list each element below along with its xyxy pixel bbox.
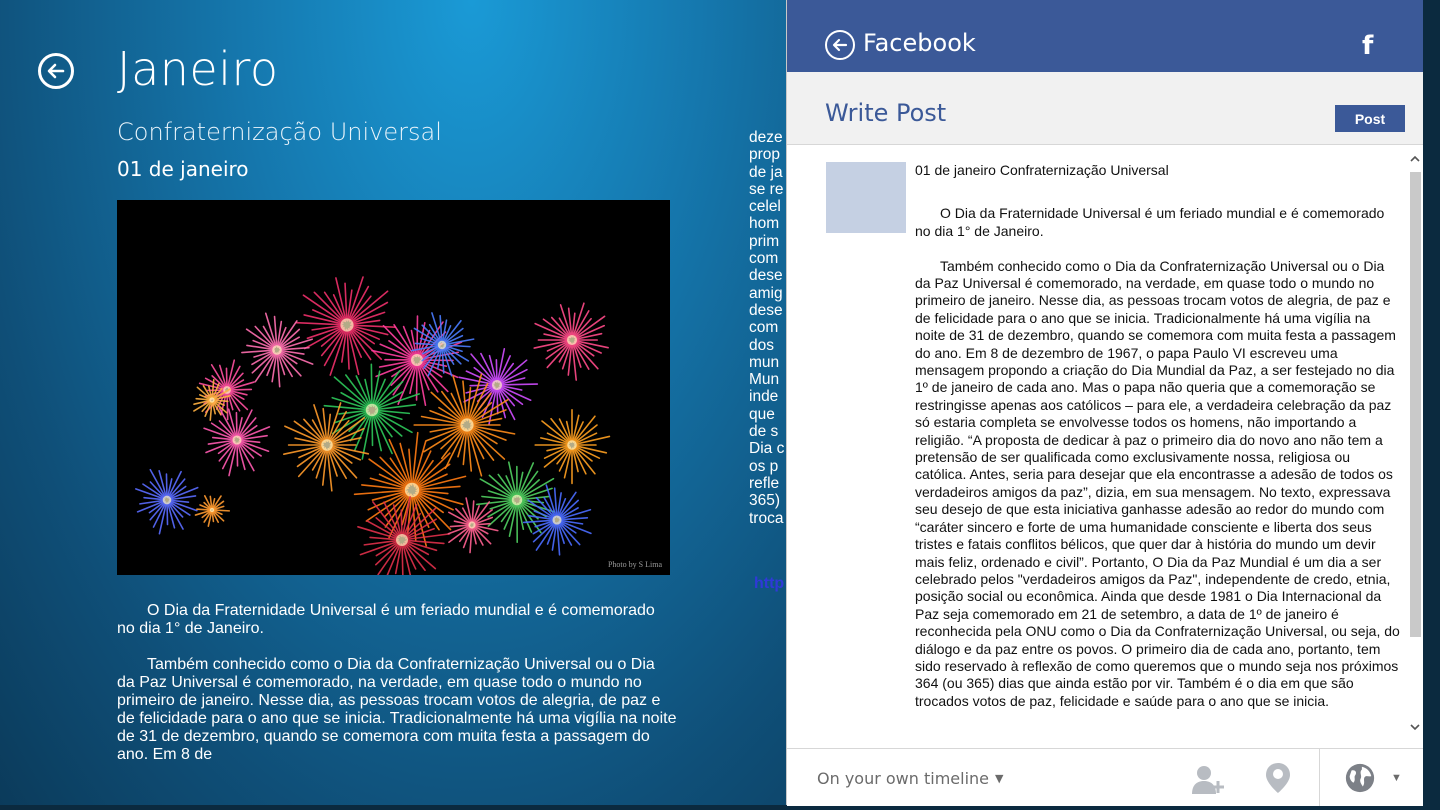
chevron-down-icon: ▼ <box>1391 772 1402 784</box>
clipped-text-line: troca <box>749 509 784 527</box>
back-arrow-icon <box>45 60 67 82</box>
post-paragraph: Também conhecido como o Dia da Confraternização Universal ou o Dia da Paz Universal é comemorado, na verdade, em quase todo o mundo no primeiro de janeiro. Nesse dia, as pessoas trocam votos de alegria, de paz e de felicidade para o ano que se inicia. Tradicionalmente há uma vigília na noite de 31 de dezembro, quando se comemora com muita festa a passagem do ano. Em 8 de dezembro de 1967, o papa Paulo VI escreveu uma mensagem propondo a criação do Dia Mundial da Paz, a ser festejado no dia 1º de janeiro de cada ano. Mas o papa não queria que a comemoração se restringisse apenas aos católicos – para ele, a verdadeira celebração da paz só estaria completa se envolvesse todos os homens, não importando a religião. “A proposta de dedicar à paz o primeiro dia do novo ano não tem a pretensão de ser qualificada como exclusivamente nossa, religiosa ou católica. Antes, seria para desejar que ela encontrasse a adesão de todos os verdadeiros amigos da paz”, dizia, em sua mensagem. No texto, expressava seu desejo de que esta iniciativa ganhasse adesão ao redor do mundo com “caráter sincero e forte de uma humanidade consciente e liberta dos seus tristes e fatais conflitos bélicos, que quer dar à história do mundo um devir mais feliz, ordenado e civil”. Portanto, O Dia da Paz Mundial é um dia a ser celebrado pelos "verdadeiros amigos da Paz", independente de credo, etnia, posição social ou econômica. Ainda que desde 1981 o Dia Internacional da Paz seja comemorado em 21 de setembro, a data de 1º de janeiro é reconhecida pela ONU como o Dia da Confraternização Universal, ou seja, do diálogo e da paz entre os povos. O primeiro dia de cada ano, portanto, tem sido reservado à reflexão de como queremos que o mundo seja nos próximos 364 (ou 365) dias que ainda estão por vir. Também é o dia em que são trocados votos de paz, felicidade e saúde para o ano que se inicia. <box>915 257 1400 709</box>
clipped-text-line: dese <box>749 301 783 319</box>
firework-burst <box>524 485 591 555</box>
tag-friends-button[interactable] <box>1191 763 1225 800</box>
clipped-link[interactable]: http <box>754 575 785 592</box>
fb-back-button[interactable] <box>825 30 855 60</box>
fb-header <box>787 0 1423 72</box>
privacy-selector[interactable] <box>1343 762 1402 794</box>
clipped-text-line: dese <box>749 267 783 285</box>
clipped-text-line: prim <box>749 232 780 250</box>
fb-subheader <box>787 72 1423 145</box>
firework-burst <box>296 277 395 375</box>
clipped-text-line: inde <box>749 388 779 406</box>
fireworks-image <box>117 200 670 575</box>
clipped-text-line: dos <box>749 336 774 354</box>
clipped-text-line: de s <box>749 423 779 441</box>
clipped-text-line: hom <box>749 215 780 233</box>
firework-burst <box>448 498 497 552</box>
clipped-text-line: celel <box>749 198 781 216</box>
clipped-text-line: mun <box>749 353 780 371</box>
post-paragraph: O Dia da Fraternidade Universal é um feriado mundial e é comemorado no dia 1° de Janeiro. <box>915 205 1385 239</box>
clipped-text-line: amig <box>749 284 783 302</box>
clipped-text-line: refle <box>749 474 780 492</box>
avatar <box>826 162 906 233</box>
audience-selector[interactable] <box>817 769 1003 788</box>
photo-credit: Photo by S Lima <box>607 560 662 569</box>
firework-burst <box>204 408 269 476</box>
firework-burst <box>195 496 229 526</box>
firework-burst <box>242 313 313 386</box>
clipped-text-line: Mun <box>749 371 780 389</box>
fireworks-graphic <box>117 200 670 575</box>
clipped-text-line: deze <box>749 129 783 146</box>
fb-title: Facebook <box>863 29 976 57</box>
write-post-heading: Write Post <box>825 99 947 127</box>
firework-burst <box>535 410 609 484</box>
fb-footer <box>787 748 1423 806</box>
tag-person-icon <box>1191 763 1225 795</box>
clipped-text-line: se re <box>749 180 784 198</box>
firework-burst <box>534 303 608 380</box>
article-paragraph: Também conhecido como o Dia da Confraternização Universal ou o Dia da Paz Universal é comemorado, na verdade, em quase todo o mundo no primeiro de janeiro. Nesse dia, as pessoas trocam votos de alegria, de paz e de felicidade para o ano que se inicia. Tradicionalmente há uma vigília na noite de 31 de dezembro, quando se comemora com muita festa a passagem do ano. Em 8 de <box>117 656 677 763</box>
scroll-up-arrow-icon[interactable] <box>1407 154 1423 168</box>
facebook-share-panel <box>786 0 1423 805</box>
clipped-text-line: que <box>749 405 775 423</box>
clipped-text-line: prop <box>749 146 781 164</box>
clipped-text-line: com <box>749 250 779 268</box>
location-pin-icon <box>1265 762 1291 794</box>
footer-divider <box>1319 749 1320 806</box>
clipped-text-line: os p <box>749 457 779 475</box>
post-button[interactable]: Post <box>1335 105 1405 132</box>
clipped-text-line: com <box>749 319 779 337</box>
post-heading: 01 de janeiro Confraternização Universal <box>915 162 1169 178</box>
page-date: 01 de janeiro <box>117 157 249 181</box>
post-scrollbar[interactable] <box>1407 150 1423 742</box>
scroll-down-arrow-icon[interactable] <box>1407 722 1423 736</box>
page-subtitle: Confraternização Universal <box>117 118 442 146</box>
page-title: Janeiro <box>117 42 279 96</box>
back-button[interactable] <box>38 53 74 89</box>
post-text-area[interactable] <box>915 162 1403 744</box>
article-body <box>117 602 677 782</box>
article-paragraph: O Dia da Fraternidade Universal é um feriado mundial e é comemorado no dia 1° de Janeiro. <box>117 602 655 637</box>
globe-icon <box>1343 762 1377 794</box>
add-location-button[interactable] <box>1265 762 1291 799</box>
firework-burst <box>136 470 198 534</box>
facebook-logo-icon: f <box>1362 31 1374 61</box>
back-arrow-icon <box>831 36 849 54</box>
clipped-text-column <box>749 129 786 527</box>
clipped-text-line: 365) <box>749 492 781 510</box>
clipped-text-line: Dia c <box>749 440 785 458</box>
chevron-down-icon: ▼ <box>995 772 1004 785</box>
scrollbar-thumb[interactable] <box>1410 172 1421 637</box>
clipped-text-line: de ja <box>749 163 783 181</box>
audience-label: On your own timeline <box>817 769 990 788</box>
